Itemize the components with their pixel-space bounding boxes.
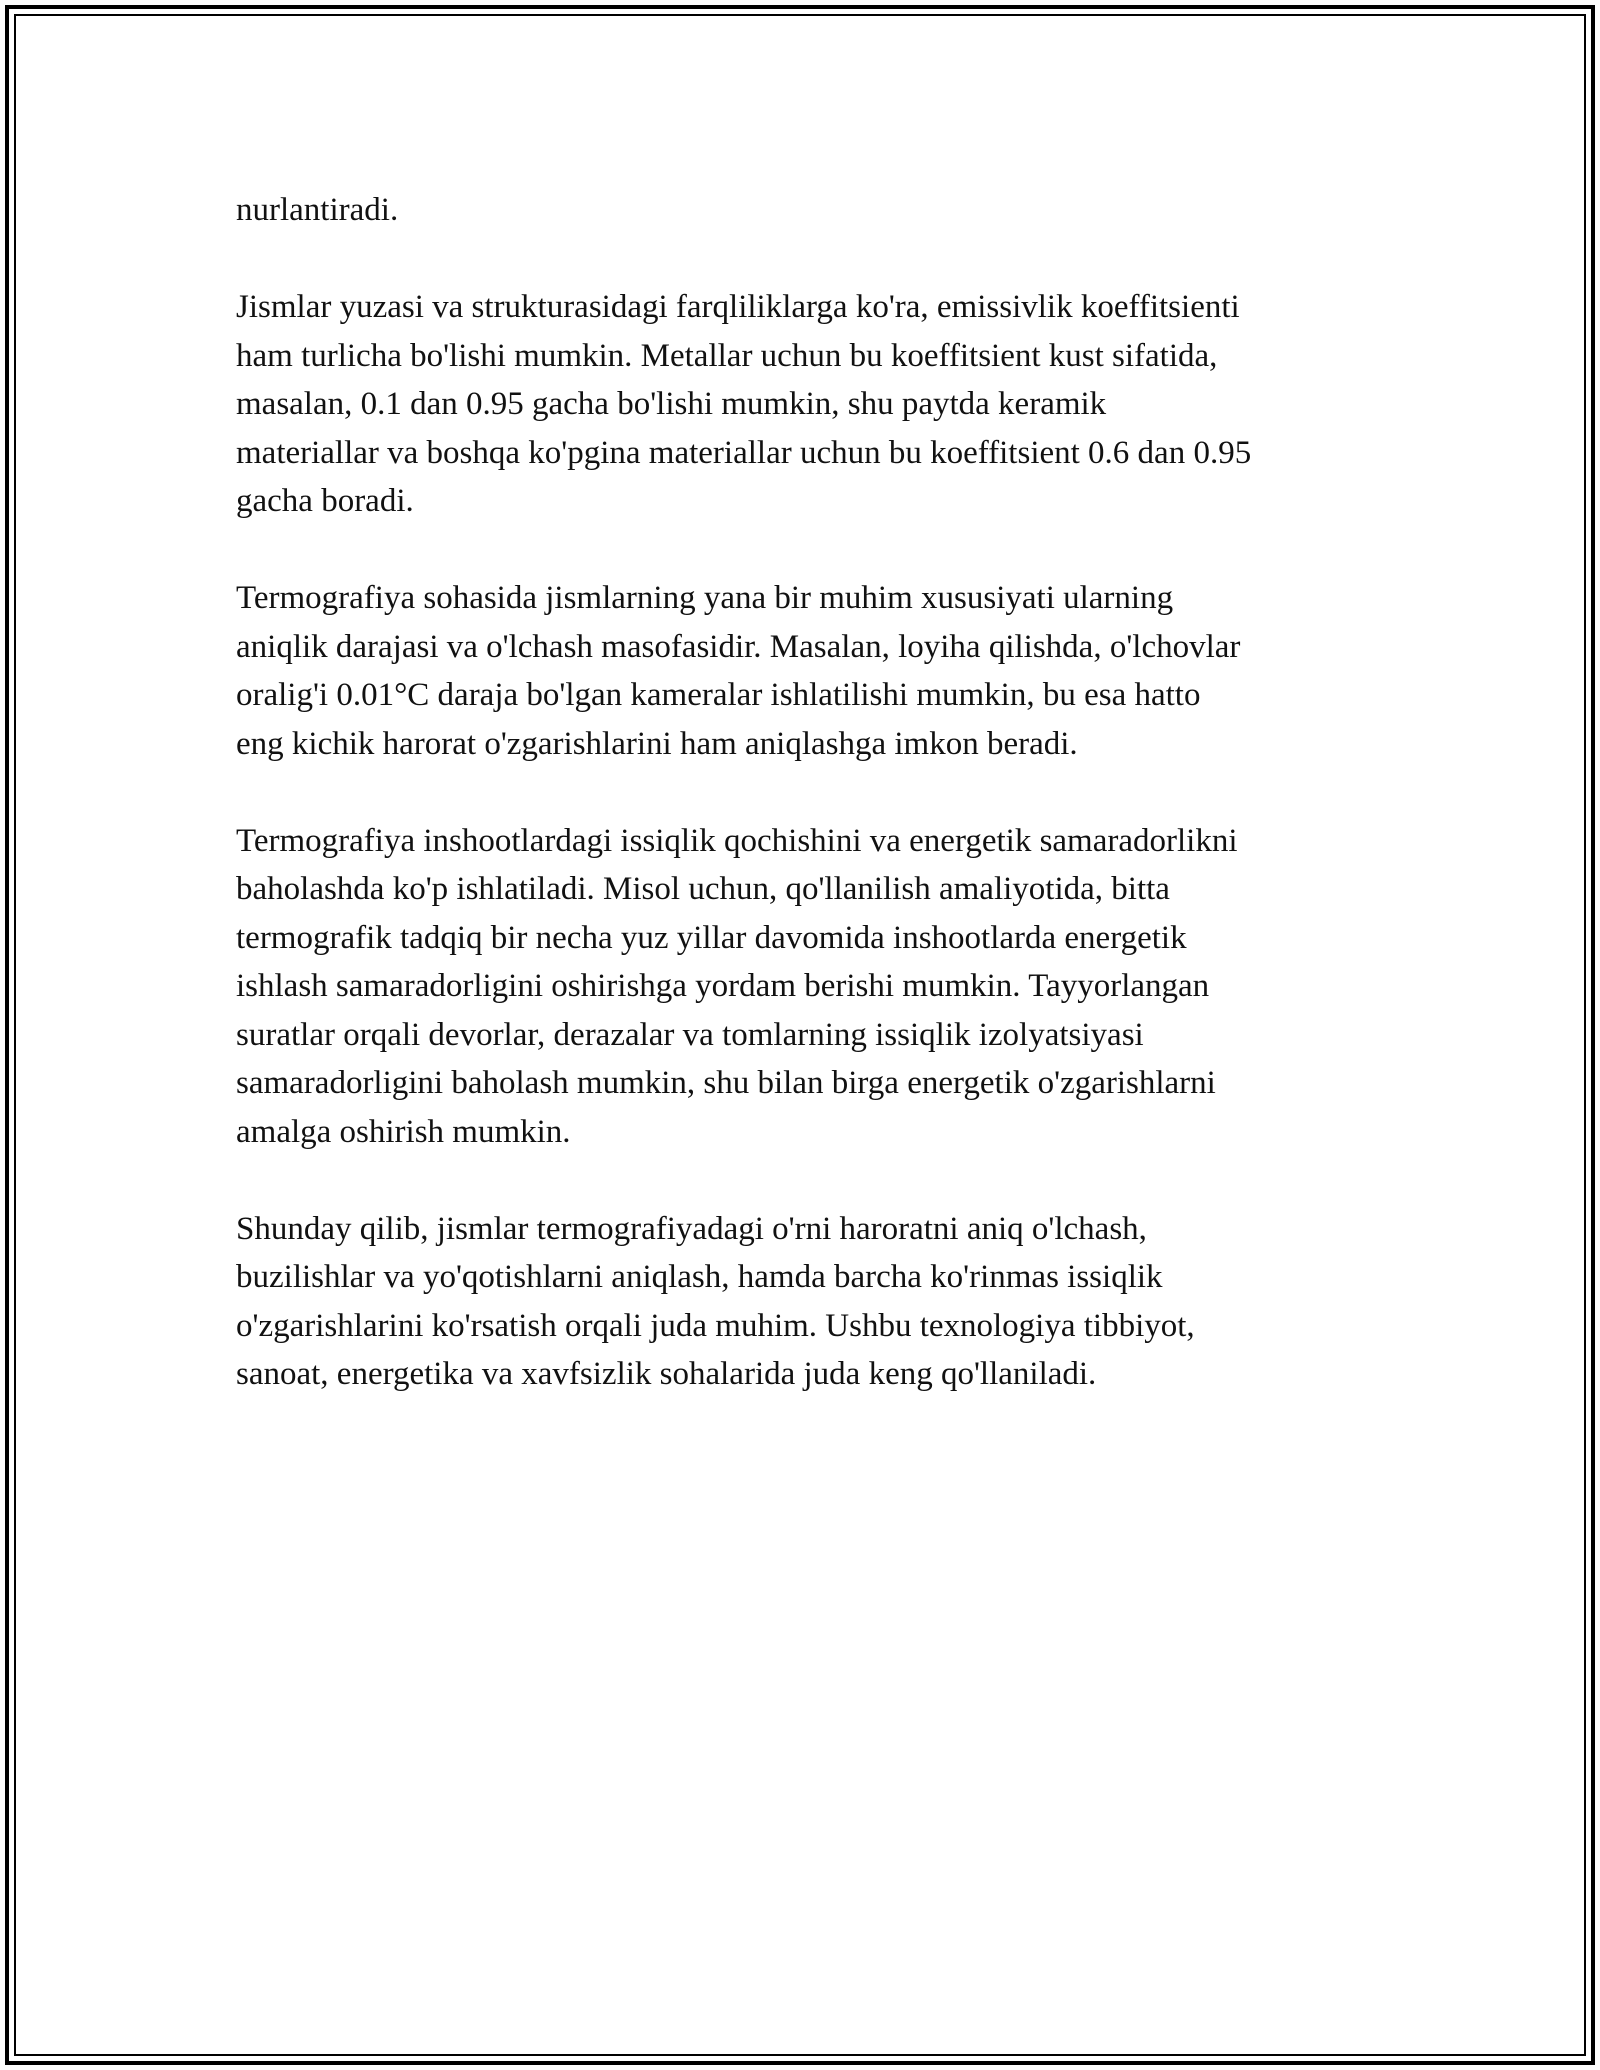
text-line: materiallar va boshqa ko'pgina materiallar uchun bu koeffitsient 0.6 dan 0.95 xyxy=(236,434,1252,471)
text-line: oralig'i 0.01°C daraja bo'lgan kameralar ishlatilishi mumkin, bu esa hatto xyxy=(236,677,1201,713)
text-line: baholashda ko'p ishlatiladi. Misol uchun, qo'llanilish amaliyotida, bitta xyxy=(236,871,1170,907)
text-line: nurlantiradi. xyxy=(236,192,399,228)
paragraph xyxy=(236,1205,1366,1399)
text-line: gacha boradi. xyxy=(236,483,414,519)
text-line: Jismlar yuzasi va strukturasidagi farqliliklarga ko'ra, emissivlik koeffitsienti xyxy=(236,289,1240,325)
text-line: masalan, 0.1 dan 0.95 gacha bo'lishi mumkin, shu paytda keramik xyxy=(236,386,1107,422)
document-body xyxy=(236,186,1366,1447)
text-line: Termografiya inshootlardagi issiqlik qochishini va energetik samaradorlikni xyxy=(236,822,1238,859)
text-line: samaradorligini baholash mumkin, shu bilan birga energetik o'zgarishlarni xyxy=(236,1065,1216,1101)
paragraph xyxy=(236,574,1366,768)
text-line: termografik tadqiq bir necha yuz yillar davomida inshootlarda energetik xyxy=(236,919,1187,956)
text-line: eng kichik harorat o'zgarishlarini ham aniqlashga imkon beradi. xyxy=(236,725,1078,762)
text-line: Termografiya sohasida jismlarning yana bir muhim xususiyati ularning xyxy=(236,580,1174,616)
text-line: suratlar orqali devorlar, derazalar va tomlarning issiqlik izolyatsiyasi xyxy=(236,1016,1144,1053)
text-line: o'zgarishlarini ko'rsatish orqali juda muhim. Ushbu texnologiya tibbiyot, xyxy=(236,1307,1195,1344)
text-line: buzilishlar va yo'qotishlarni aniqlash, hamda barcha ko'rinmas issiqlik xyxy=(236,1259,1163,1295)
paragraph xyxy=(236,283,1366,526)
text-line: ishlash samaradorligini oshirishga yordam berishi mumkin. Tayyorlangan xyxy=(236,968,1210,1004)
text-line: aniqlik darajasi va o'lchash masofasidir. Masalan, loyiha qilishda, o'lchovlar xyxy=(236,628,1241,665)
paragraph xyxy=(236,186,1366,235)
paragraph xyxy=(236,817,1366,1157)
text-line: Shunday qilib, jismlar termografiyadagi o'rni haroratni aniq o'lchash, xyxy=(236,1210,1147,1247)
text-line: ham turlicha bo'lishi mumkin. Metallar uchun bu koeffitsient kust sifatida, xyxy=(236,337,1218,374)
text-line: amalga oshirish mumkin. xyxy=(236,1113,571,1150)
text-line: sanoat, energetika va xavfsizlik sohalarida juda keng qo'llaniladi. xyxy=(236,1356,1097,1392)
